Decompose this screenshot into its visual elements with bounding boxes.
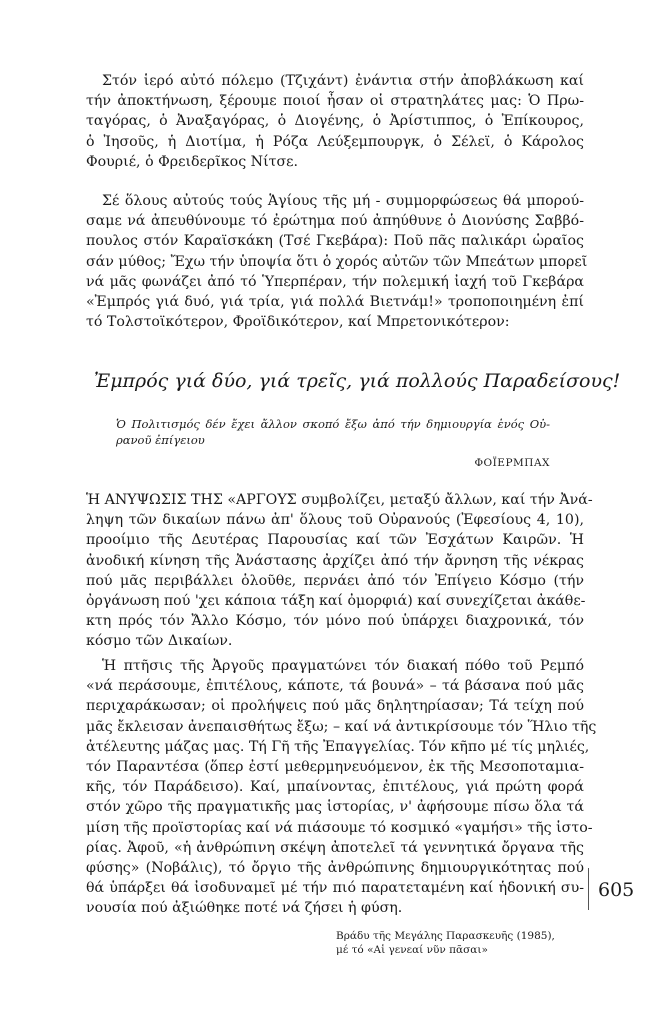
text-line: «νά περάσουμε, ἐπιτέλους, κάποτε, τά βουνά» – τά βάσανα πού μᾶς xyxy=(86,678,584,695)
margin-rule xyxy=(588,868,589,910)
epigraph xyxy=(116,416,550,448)
epigraph-line: ρανοῦ ἐπίγειου xyxy=(116,433,205,447)
text-line: μίση τῆς προϊστορίας καί νά πιάσουμε τό κοσμικό «γαμήσι» τῆς ἱστο- xyxy=(86,819,593,836)
text-line: τήν ἀποκτήνωση, ξέρουμε ποιοί ἦσαν οἱ στρατηλάτες μας: Ὁ Πρω- xyxy=(86,93,584,110)
footer-note xyxy=(336,929,586,957)
text-line: φύσης» (Νοβάλις), τό ὄργιο τῆς ἀνθρώπινης δημιουργικότητας πού xyxy=(86,860,584,877)
text-line: θά ὑπάρξει θά ἰσοδυναμεῖ μέ τήν πιό παρατεταμένη καί ἡδονική συ- xyxy=(86,880,584,897)
paragraph-4 xyxy=(86,656,597,919)
text-line: ρίας. Ἀφοῦ, «ἡ ἀνθρώπινη σκέψη ἀποτελεῖ τά γεννητικά ὄργανα τῆς xyxy=(86,839,584,856)
text-line: κόσμο τῶν Δικαίων. xyxy=(86,633,233,650)
text-line: περιχαράκωσαν; οἱ προλήψεις πού μᾶς δηλητηρίασαν; Τά τείχη πού xyxy=(86,698,584,715)
text-line: ἀτέλευτης μάζας μας. Τή Γῆ τῆς Ἐπαγγελίας. Τόν κῆπο μέ τίς μηλιές, xyxy=(86,738,590,755)
text-line: ὁ Ἰησοῦς, ἡ Διοτίμα, ἡ Ρόζα Λεύξεμπουργκ, ὁ Σέλεϊ, ὁ Κάρολος xyxy=(86,133,584,150)
paragraph-1 xyxy=(86,71,584,172)
text-line: ταγόρας, ὁ Ἀναξαγόρας, ὁ Διογένης, ὁ Ἀρίστιππος, ὁ Ἐπίκουρος, xyxy=(86,113,584,130)
text-line: προοίμιο τῆς Δευτέρας Παρουσίας καί τῶν Ἐσχάτων Καιρῶν. Ἡ xyxy=(86,532,584,549)
text-line: ὀργάνωση πού 'χει κάποια τάξη καί ὀμορφιά) καί συνεχίζεται ἀκάθε- xyxy=(86,593,586,610)
text-line: πουλος στόν Καραϊσκάκη (Τσέ Γκεβάρα): Ποῦ πᾶς παλικάρι ὡραῖος xyxy=(86,233,584,250)
text-line: Φουριέ, ὁ Φρειδερῖκος Νίτσε. xyxy=(86,153,299,170)
text-line: Σέ ὅλους αὐτούς τούς Ἁγίους τῆς μή - συμμορφώσεως θά μπορού- xyxy=(102,193,584,209)
paragraph-3 xyxy=(86,490,593,652)
text-line: σάν μύθος; Ἔχω τήν ὑποψία ὅτι ὁ χορός αὐτῶν τῶν Μπεάτων μπορεῖ xyxy=(86,253,588,270)
text-line: πού μᾶς περιβάλλει ὁλοῦθε, περνάει ἀπό τόν Ἐπίγειο Κόσμο (τήν xyxy=(86,572,584,589)
page-number: 605 xyxy=(598,879,635,901)
text-line: τόν Παραντέσα (ὅπερ ἐστί μεθερμηνευόμενον, ἐκ τῆς Μεσοποταμια- xyxy=(86,759,584,776)
section-heading: Ἐμπρός γιά δύο, γιά τρεῖς, γιά πολλούς Παραδείσους! xyxy=(94,370,621,392)
paragraph-2 xyxy=(86,191,588,332)
text-line: νά μᾶς φωνάζει ἀπό τό Ὑπερπέραν, τήν πολεμική ἰαχή τοῦ Γκεβάρα xyxy=(86,273,584,290)
text-line: νουσία πού ἀξιώθηκε ποτέ νά ζήσει ἡ φύση. xyxy=(86,900,403,917)
epigraph-author: ΦΟΪΕΡΜΠΑΧ xyxy=(474,457,550,469)
footer-note-line: Βράδυ τῆς Μεγάλης Παρασκευῆς (1985), xyxy=(336,930,555,942)
text-line: τό Τολστοϊκότερον, Φροϊδικότερον, καί Μπρετονικότερον: xyxy=(86,314,510,331)
text-line: κῆς, τόν Παράδεισο). Καί, μπαίνοντας, ἐπιτέλους, γιά πρώτη φορά xyxy=(86,779,584,796)
epigraph-line: Ὁ Πολιτισμός δέν ἔχει ἄλλον σκοπό ἔξω ἀπό τήν δημιουργία ἑνός Οὐ- xyxy=(116,417,550,431)
text-line: μᾶς ἔκλεισαν ἀνεπαισθήτως ἔξω; – καί νά ἀντικρίσουμε τόν Ἥλιο τῆς xyxy=(86,718,597,735)
text-line: Ἡ ΑΝΥΨΩΣΙΣ ΤΗΣ «ΑΡΓΟΥΣ συμβολίζει, μεταξύ ἄλλων, καί τήν Ἀνά- xyxy=(86,492,593,508)
text-line: κτη πρός τόν Ἄλλο Κόσμο, τόν μόνο πού ὑπάρχει διαχρονικά, τόν xyxy=(86,613,584,630)
text-line: Ἡ πτῆσις τῆς Ἀργοῦς πραγματώνει τόν διακαή πόθο τοῦ Ρεμπό xyxy=(102,658,584,674)
text-line: Στόν ἱερό αὐτό πόλεμο (Τζιχάντ) ἐνάντια στήν ἀποβλάκωση καί xyxy=(102,73,584,89)
text-line: στόν χῶρο τῆς πραγματικῆς μας ἱστορίας, ν' ἀφήσουμε πίσω ὅλα τά xyxy=(86,799,584,816)
text-line: «Ἐμπρός γιά δυό, γιά τρία, γιά πολλά Βιετνάμ!» τροποποιημένη ἐπί xyxy=(86,294,584,311)
footer-note-line: μέ τό «Αἱ γενεαί νῦν πᾶσαι» xyxy=(336,944,488,956)
text-line: σαμε νά ἀπευθύνουμε τό ἐρώτημα πού ἀπηύθυνε ὁ Διονύσης Σαββό- xyxy=(86,213,584,230)
text-line: ἀνοδική κίνηση τῆς Ἀνάστασης ἀρχίζει ἀπό τήν ἄρνηση τῆς νέκρας xyxy=(86,552,584,569)
text-line: ληψη τῶν δικαίων πάνω ἀπ' ὅλους τοῦ Οὐρανούς (Ἐφεσίους 4, 10), xyxy=(86,512,584,529)
